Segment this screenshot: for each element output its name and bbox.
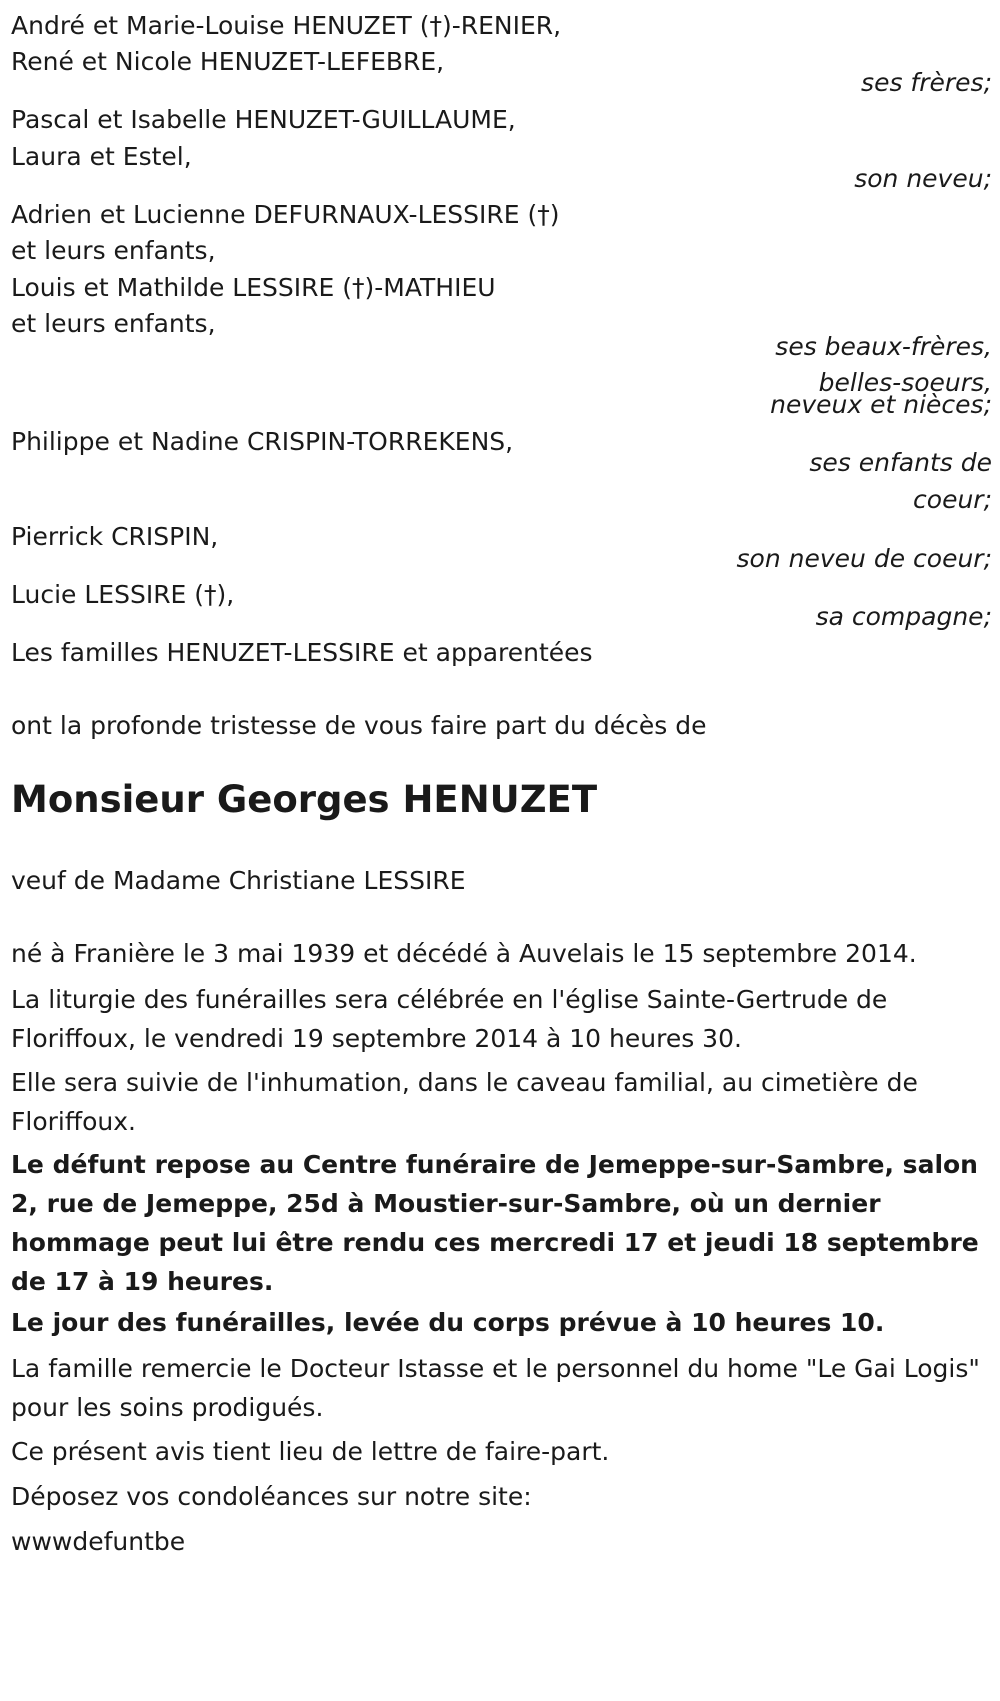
burial-paragraph: Elle sera suivie de l'inhumation, dans le caveau familial, au cimetière de Floriffoux. <box>11 1068 918 1136</box>
thanks-paragraph: La famille remercie le Docteur Istasse et le personnel du home "Le Gai Logis" pour les soins prodigués. <box>11 1354 980 1422</box>
notice-paragraph: Ce présent avis tient lieu de lettre de faire-part. <box>11 1437 610 1466</box>
family-role: son neveu; <box>854 164 992 193</box>
family-line: André et Marie-Louise HENUZET (†)-RENIER, <box>11 11 562 40</box>
family-line: Louis et Mathilde LESSIRE (†)-MATHIEU <box>11 273 496 302</box>
widower-text: veuf de Madame Christiane LESSIRE <box>11 866 466 895</box>
family-role: ses beaux-frères, <box>775 332 992 361</box>
family-role: sa compagne; <box>815 602 992 631</box>
condolences-paragraph: Déposez vos condoléances sur notre site: <box>11 1482 532 1511</box>
viewing-paragraph: Le défunt repose au Centre funéraire de Jemeppe-sur-Sambre, salon 2, rue de Jemeppe, 25d à Moustier-sur-Sambre, où un dernier hommage peut lui être rendu ces mercredi 17 et jeudi 18 septembre de 17 à 19 heures. <box>11 1150 979 1296</box>
family-line: René et Nicole HENUZET-LEFEBRE, <box>11 47 445 76</box>
liturgy-paragraph: La liturgie des funérailles sera célébrée en l'église Sainte-Gertrude de Floriffoux, le vendredi 19 septembre 2014 à 10 heures 30. <box>11 985 888 1053</box>
family-role: neveux et nièces; <box>770 390 992 419</box>
birth-death-paragraph: né à Franière le 3 mai 1939 et décédé à Auvelais le 15 septembre 2014. <box>11 939 917 968</box>
website-link[interactable]: wwwdefuntbe <box>11 1527 186 1556</box>
family-line: Laura et Estel, <box>11 142 192 171</box>
announcement-text: ont la profonde tristesse de vous faire part du décès de <box>11 711 707 740</box>
family-line: Lucie LESSIRE (†), <box>11 580 235 609</box>
family-line: et leurs enfants, <box>11 309 216 338</box>
family-line: Pierrick CRISPIN, <box>11 522 219 551</box>
family-role: coeur; <box>913 485 992 514</box>
family-line: Pascal et Isabelle HENUZET-GUILLAUME, <box>11 105 516 134</box>
family-role: ses enfants de <box>809 448 992 477</box>
family-line: Adrien et Lucienne DEFURNAUX-LESSIRE (†) <box>11 200 560 229</box>
family-line: Les familles HENUZET-LESSIRE et apparentées <box>11 638 593 667</box>
deceased-name: Monsieur Georges HENUZET <box>11 778 598 821</box>
family-line: et leurs enfants, <box>11 236 216 265</box>
family-role: belles-soeurs, <box>818 368 992 397</box>
bier-paragraph: Le jour des funérailles, levée du corps prévue à 10 heures 10. <box>11 1308 885 1337</box>
family-line: Philippe et Nadine CRISPIN-TORREKENS, <box>11 427 514 456</box>
family-role: ses frères; <box>861 68 992 97</box>
family-role: son neveu de coeur; <box>736 544 992 573</box>
